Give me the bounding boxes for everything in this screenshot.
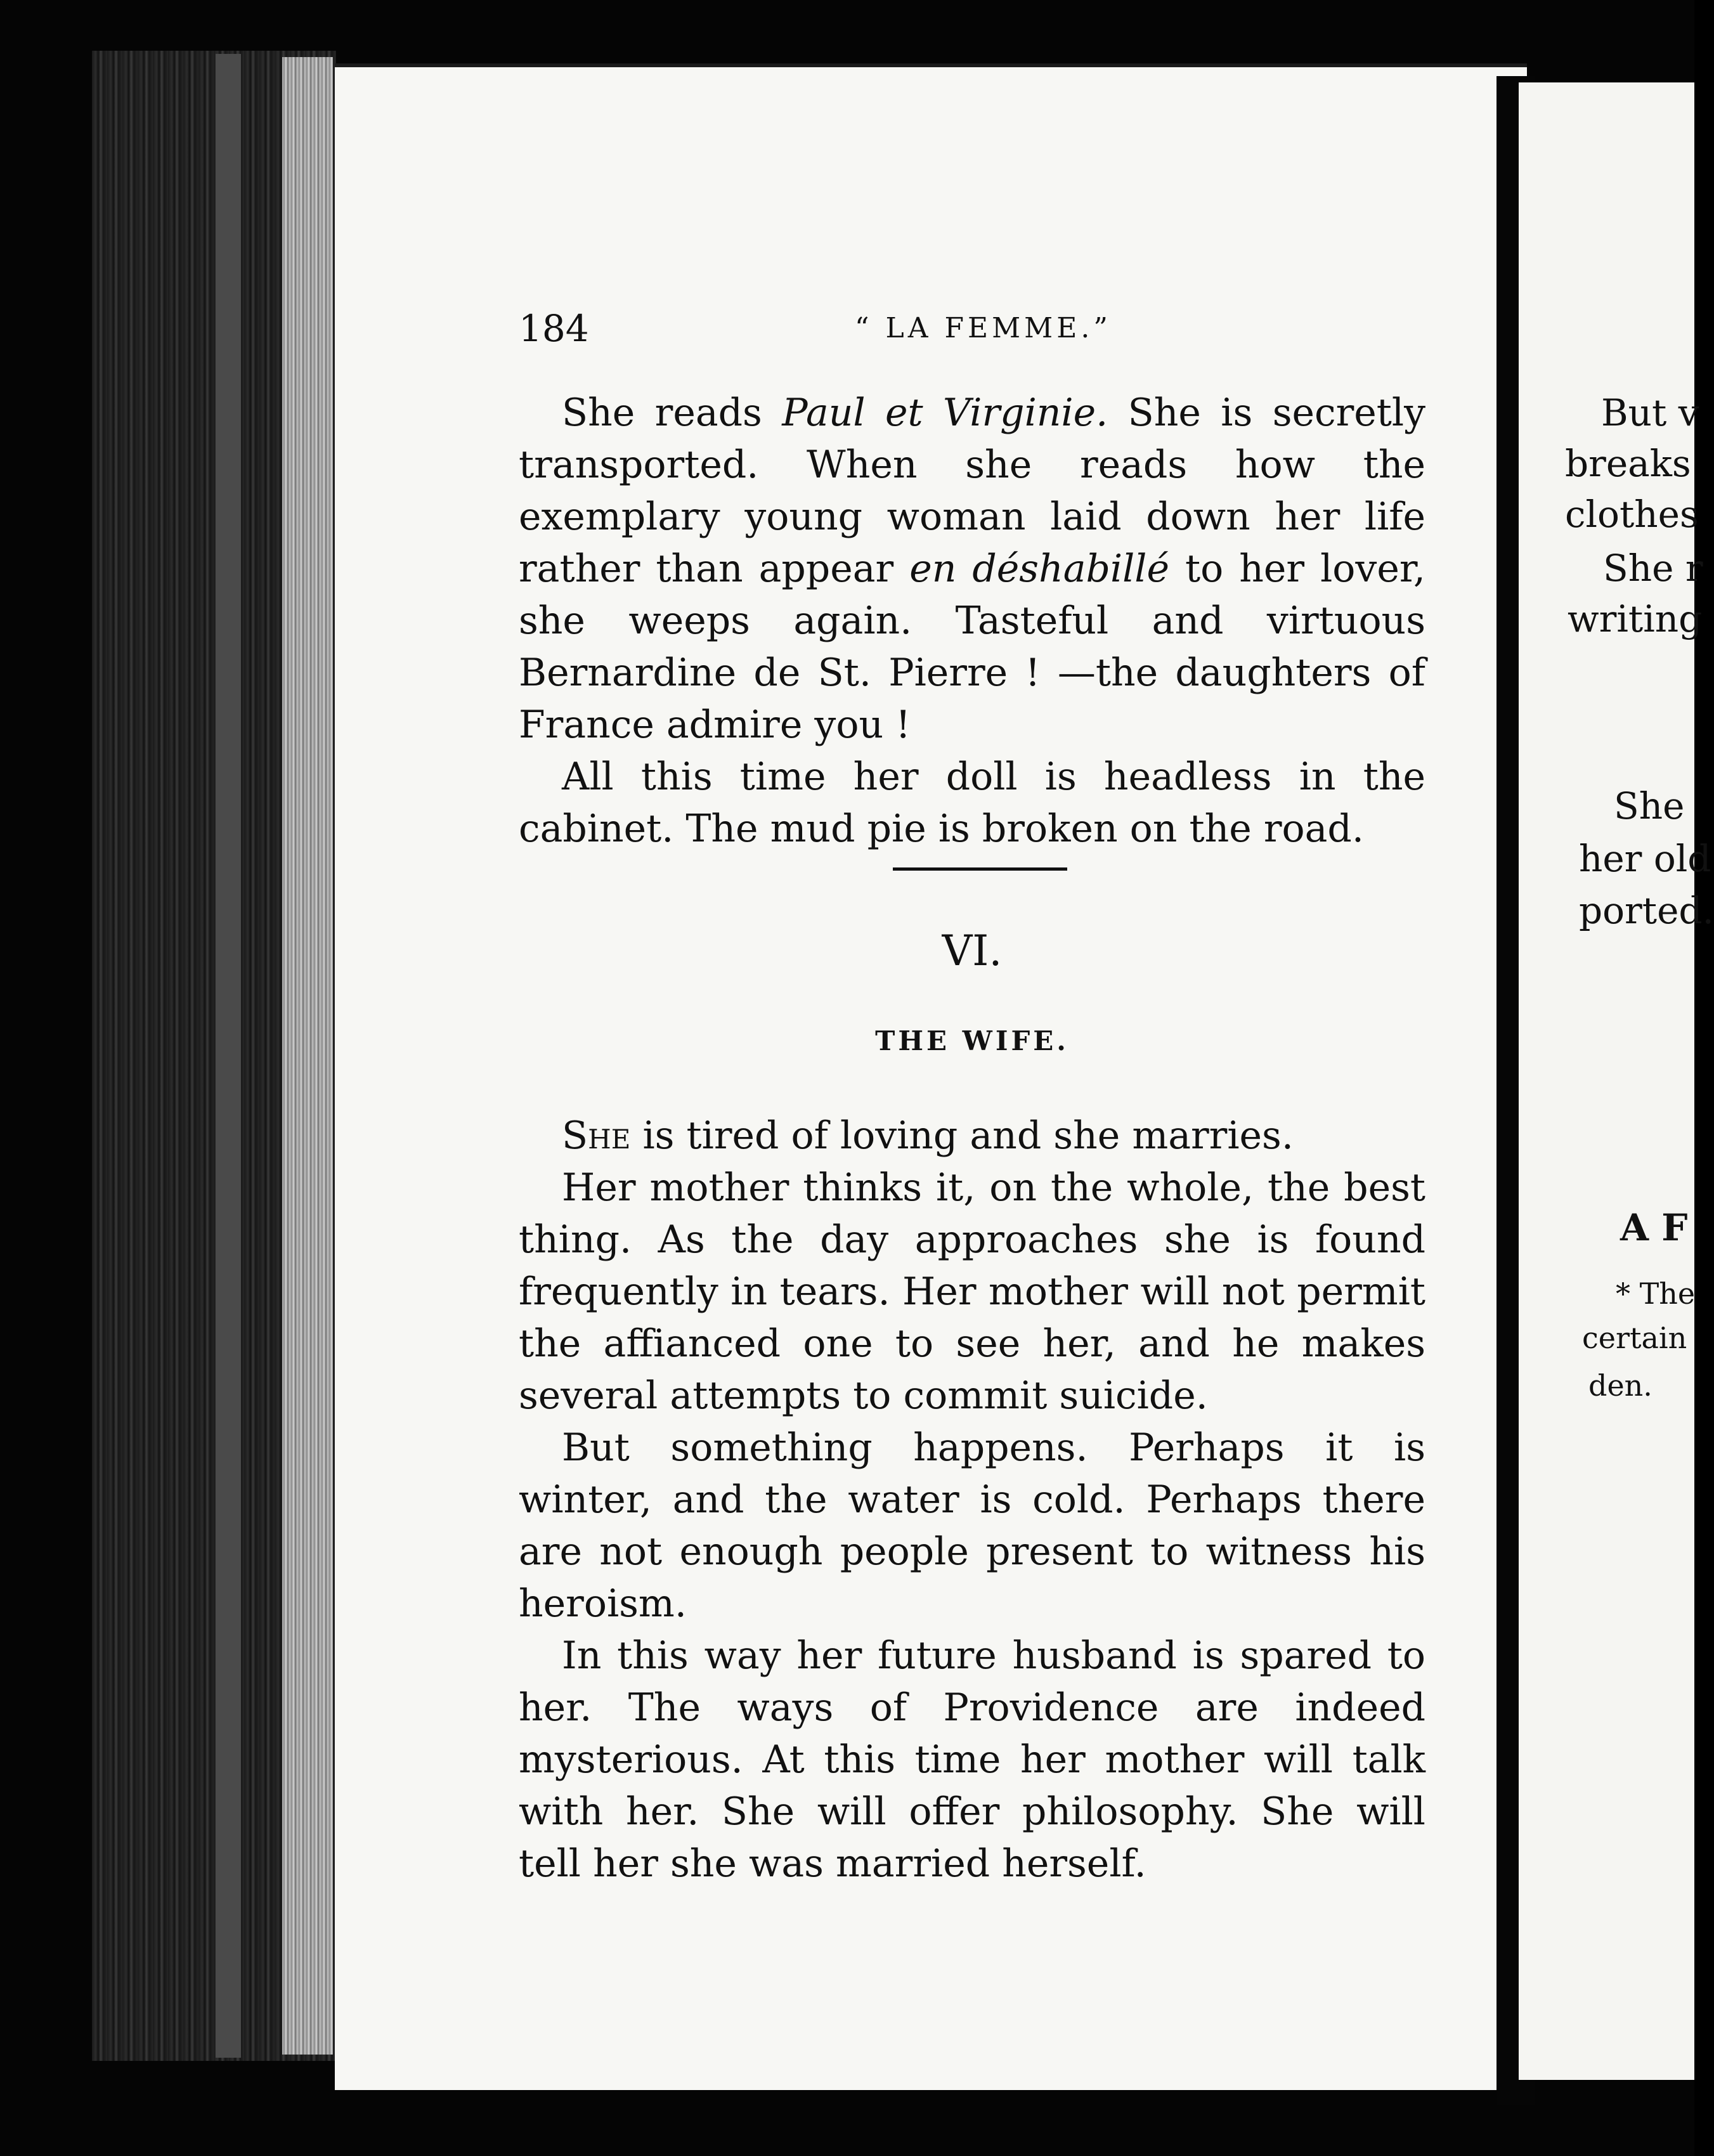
italic-title: Paul et Virginie. [782,391,1108,435]
right-page-line: She [1614,784,1685,828]
text-run: She reads [562,391,782,435]
right-page-line: breaks [1565,442,1691,485]
right-page-line: her old [1579,837,1711,880]
italic-phrase: en déshabillé [909,547,1169,591]
right-page-line: But v [1601,391,1699,434]
text-run: In this way her future husband is spared to her. The ways of Providence are indeed mysterious. At this time her mother will talk with her. She will offer philosophy. She will tell her she was married herself. [519,1633,1425,1886]
right-page-line: writing [1568,597,1703,640]
right-page-line: She r [1603,547,1703,590]
right-page-footnote-line: den. [1588,1368,1652,1403]
text-run: Her mother thinks it, on the whole, the best thing. As the day approaches she is found frequently in tears. Her mother will not permit the affianced one to see her, and he makes several attempts to commit suicide. [519,1166,1425,1418]
right-page-line: ported. [1579,889,1714,932]
running-title: “ LA FEMME.” [855,312,1112,344]
right-page-footnote-line: certain [1582,1321,1687,1355]
text-run: All this time her doll is headless in the cabinet. The mud pie is broken on the road. [519,755,1425,851]
right-page-heading: A F [1620,1206,1688,1249]
section-number: VI. [942,926,1003,975]
right-page-line: clothes [1565,493,1699,536]
text-run: to her lover, she weeps again. Tasteful and virtuous Bernardine de St. Pierre ! —the daughters of France admire you ! [519,547,1425,747]
text-run: She is secretly transported. When she reads how the exemplary young woman laid down her life rather than appear [519,391,1426,591]
section-title: THE WIFE. [875,1025,1069,1056]
right-page-footnote-line: * The [1616,1276,1696,1311]
text-run: But something happens. Perhaps it is winter, and the water is cold. Perhaps there are not enough people present to witness his heroism. [519,1425,1425,1626]
lead-smallcaps: She [562,1114,631,1158]
right-page-text-clip [1519,82,1714,2080]
page-number: 184 [519,307,589,350]
text-run: is tired of loving and she marries. [630,1114,1294,1158]
